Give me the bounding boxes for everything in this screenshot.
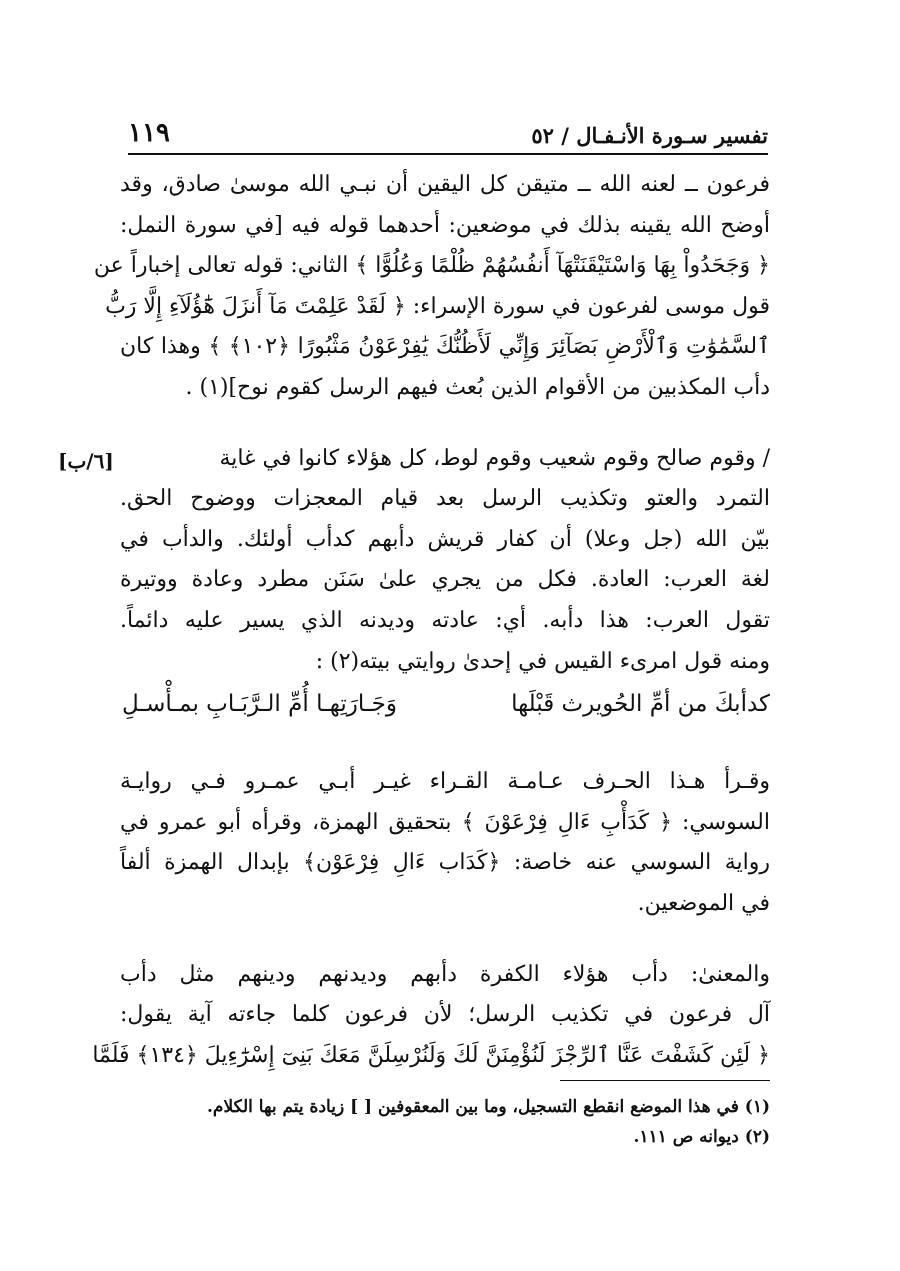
manuscript-folio-marker: [٦/ب] (58, 449, 114, 473)
paragraph-4 (92, 955, 770, 1077)
paragraph-spacer (120, 925, 770, 955)
footnote-rule (560, 1080, 770, 1081)
footnotes (120, 1092, 770, 1152)
running-header (128, 108, 768, 148)
text-line: ٱلسَّمَٰوَٰتِ وَٱلْأَرْضِ بَصَآئِرَ وَإِنِّي لَأَظُنُّكَ يَٰفِرْعَوْنُ مَثْبُورًا ﴿١٠٢﴾ ﴾ وهذا كان (120, 334, 770, 360)
text-line: ﴿ وَجَحَدُواْ بِهَا وَاسْتَيْقَنَتْهَآ أَنفُسُهُمْ ظُلْمًا وَعُلُوًّا ﴾ الثاني: قوله تعالى إخباراً عن (93, 253, 770, 279)
text-line: السوسي: ﴿ كَدَأْبِ ءَالِ فِرْعَوْنَ ﴾ بتحقيق الهمزة، وقرأه أبو عمرو في (120, 809, 770, 835)
paragraph-2 (120, 439, 770, 683)
text-line: رواية السوسي عنه خاصة: ﴿كَدَاب ءَالِ فِرْعَوْن﴾ بإبدال الهمزة ألفاً (120, 850, 770, 876)
text-line: تقول العرب: هذا دأبه. أي: عادته وديدنه الذي يسير عليه دائماً. (120, 607, 770, 633)
text-line: لغة العرب: العادة. فكل من يجري علىٰ سَنَن مطرد وعادة ووتيرة (120, 567, 770, 593)
text-line: في الموضعين. (637, 890, 770, 916)
text-line: ومنه قول امرىء القيس في إحدىٰ روايتي بيته(٢) : (315, 648, 770, 674)
text-line: وقـرأ هـذا الحـرف عـامـة القـراء غيـر أبـي عمـرو فـي روايـة (120, 769, 770, 795)
verse-hemistich-1: كدأبكَ من أمِّ الحُويرث قَبْلَها (511, 691, 770, 718)
paragraph-1 (93, 165, 770, 409)
verse-hemistich-2: وَجَـارَتِهـا أُمِّ الـرَّبَـابِ بمـأْسـلِ (122, 691, 397, 718)
paragraph-spacer (120, 726, 770, 762)
text-line: والمعنىٰ: دأب هؤلاء الكفرة دأبهم وديدنهم ودينهم مثل دأب (120, 961, 770, 987)
text-line: بيّن الله (جل وعلا) أن كفار قريش دأبهم كدأب أولئك. والدأب في (120, 526, 770, 552)
page-number: ١١٩ (128, 118, 170, 148)
header-rule (128, 153, 768, 155)
text-line: أوضح الله يقينه بذلك في موضعين: أحدهما قوله فيه [في سورة النمل: (120, 212, 770, 238)
main-text (92, 165, 770, 1076)
paragraph-spacer (120, 409, 770, 439)
footnote-2: (٢) ديوانه ص ١١١. (633, 1127, 770, 1147)
paragraph-3 (120, 762, 770, 924)
text-line: ﴿ لَئِن كَشَفْتَ عَنَّا ٱلرِّجْزَ لَنُؤْمِنَنَّ لَكَ وَلَنُرْسِلَنَّ مَعَكَ بَنِىٓ إِسْرَٰٓءِيلَ ﴿١٣٤﴾ فَلَمَّا (92, 1042, 770, 1068)
text-line: التمرد والعتو وتكذيب الرسل بعد قيام المعجزات ووضوح الحق. (120, 486, 770, 512)
text-line: دأب المكذبين من الأقوام الذين بُعث فيهم الرسل كقوم نوح](١) . (185, 374, 770, 400)
text-line: فرعون ــ لعنه الله ــ متيقن كل اليقين أن نبـي الله موسىٰ صادق، وقد (120, 172, 770, 197)
text-line: / وقوم صالح وقوم شعيب وقوم لوط، كل هؤلاء كانوا في غاية (219, 445, 770, 471)
poetry-verse (120, 682, 770, 726)
text-line: قول موسى لفرعون في سورة الإسراء: ﴿ لَقَدْ عَلِمْتَ مَآ أَنزَلَ هَٰٓؤُلَآءِ إِلَّا رَبُّ (105, 293, 770, 319)
running-title: تفسير سـورة الأنـفـال / ٥٢ (531, 123, 768, 148)
text-line: آل فرعون في تكذيب الرسل؛ لأن فرعون كلما جاءته آية يقول: (120, 1002, 770, 1028)
footnote-1: (١) في هذا الموضع انقطع التسجيل، وما بين المعقوفين [ ] زيادة يتم بها الكلام. (207, 1097, 770, 1117)
